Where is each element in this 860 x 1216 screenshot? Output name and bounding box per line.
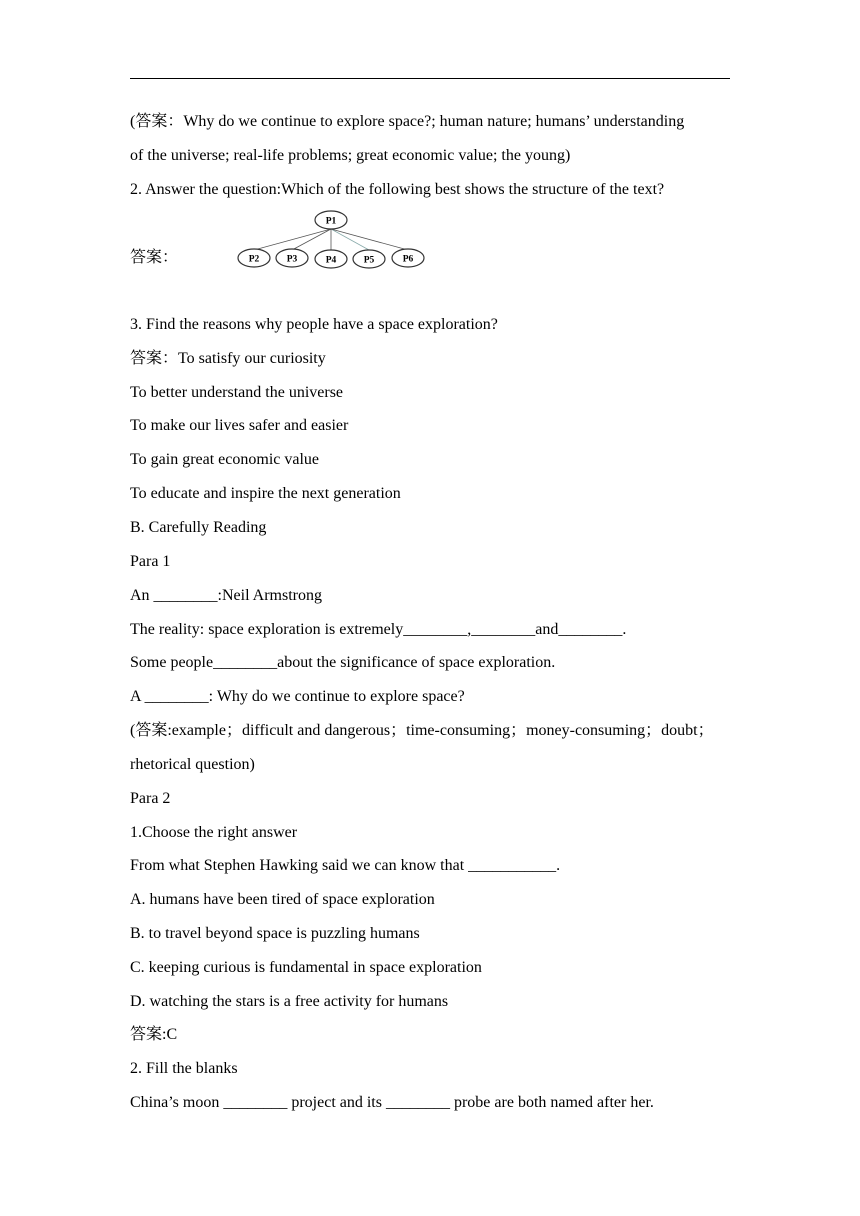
- text-line: of the universe; real-life problems; great economic value; the young): [130, 147, 571, 164]
- text-line: 1.Choose the right answer: [130, 824, 298, 841]
- diagram-label-p3: P3: [286, 254, 298, 265]
- text-line: To gain great economic value: [130, 451, 320, 468]
- diagram-connector: [331, 229, 408, 250]
- question-3: 3. Find the reasons why people have a space exploration?: [130, 316, 498, 333]
- diagram-connector: [331, 229, 369, 250]
- text-line: To educate and inspire the next generation: [130, 485, 401, 502]
- para-heading: Para 1: [130, 553, 171, 570]
- text-line: China’s moon ________ project and its ________ probe are both named after her.: [130, 1094, 654, 1111]
- text-line: rhetorical question): [130, 756, 255, 773]
- diagram-label-p2: P2: [248, 254, 260, 265]
- diagram-connector: [254, 229, 331, 250]
- header-rule: [130, 78, 730, 79]
- diagram-label-p4: P4: [325, 255, 337, 266]
- text-line: The reality: space exploration is extremely________,________and________.: [130, 621, 627, 638]
- diagram-label-p6: P6: [402, 254, 414, 265]
- text-line: Some people________about the significance of space exploration.: [130, 654, 556, 671]
- text-line: 2. Answer the question:Which of the following best shows the structure of the text?: [130, 181, 665, 198]
- answer-label: 答案：: [130, 249, 179, 266]
- text-line: A ________: Why do we continue to explore space?: [130, 688, 465, 705]
- text-line: To make our lives safer and easier: [130, 417, 349, 434]
- option-b: B. to travel beyond space is puzzling humans: [130, 925, 420, 942]
- option-d: D. watching the stars is a free activity for humans: [130, 993, 449, 1010]
- diagram-label-p5: P5: [363, 255, 375, 266]
- text-line: To better understand the universe: [130, 384, 344, 401]
- diagram-label-p1: P1: [325, 216, 337, 227]
- text-line: 答案：To satisfy our curiosity: [130, 350, 326, 367]
- text-line: From what Stephen Hawking said we can know that ___________.: [130, 857, 561, 874]
- text-line: An ________:Neil Armstrong: [130, 587, 322, 604]
- option-c: C. keeping curious is fundamental in space exploration: [130, 959, 482, 976]
- text-line: (答案:example；difficult and dangerous；time-consuming；money-consuming；doubt；: [130, 722, 714, 739]
- diagram-connector: [292, 229, 331, 250]
- para-heading: Para 2: [130, 790, 171, 807]
- structure-diagram: [236, 209, 428, 271]
- option-a: A. humans have been tired of space exploration: [130, 891, 435, 908]
- text-line: (答案：Why do we continue to explore space?; human nature; humans’ understanding: [130, 113, 685, 130]
- section-heading: B. Carefully Reading: [130, 519, 267, 536]
- text-line: 2. Fill the blanks: [130, 1060, 238, 1077]
- answer-line: 答案:C: [130, 1026, 178, 1043]
